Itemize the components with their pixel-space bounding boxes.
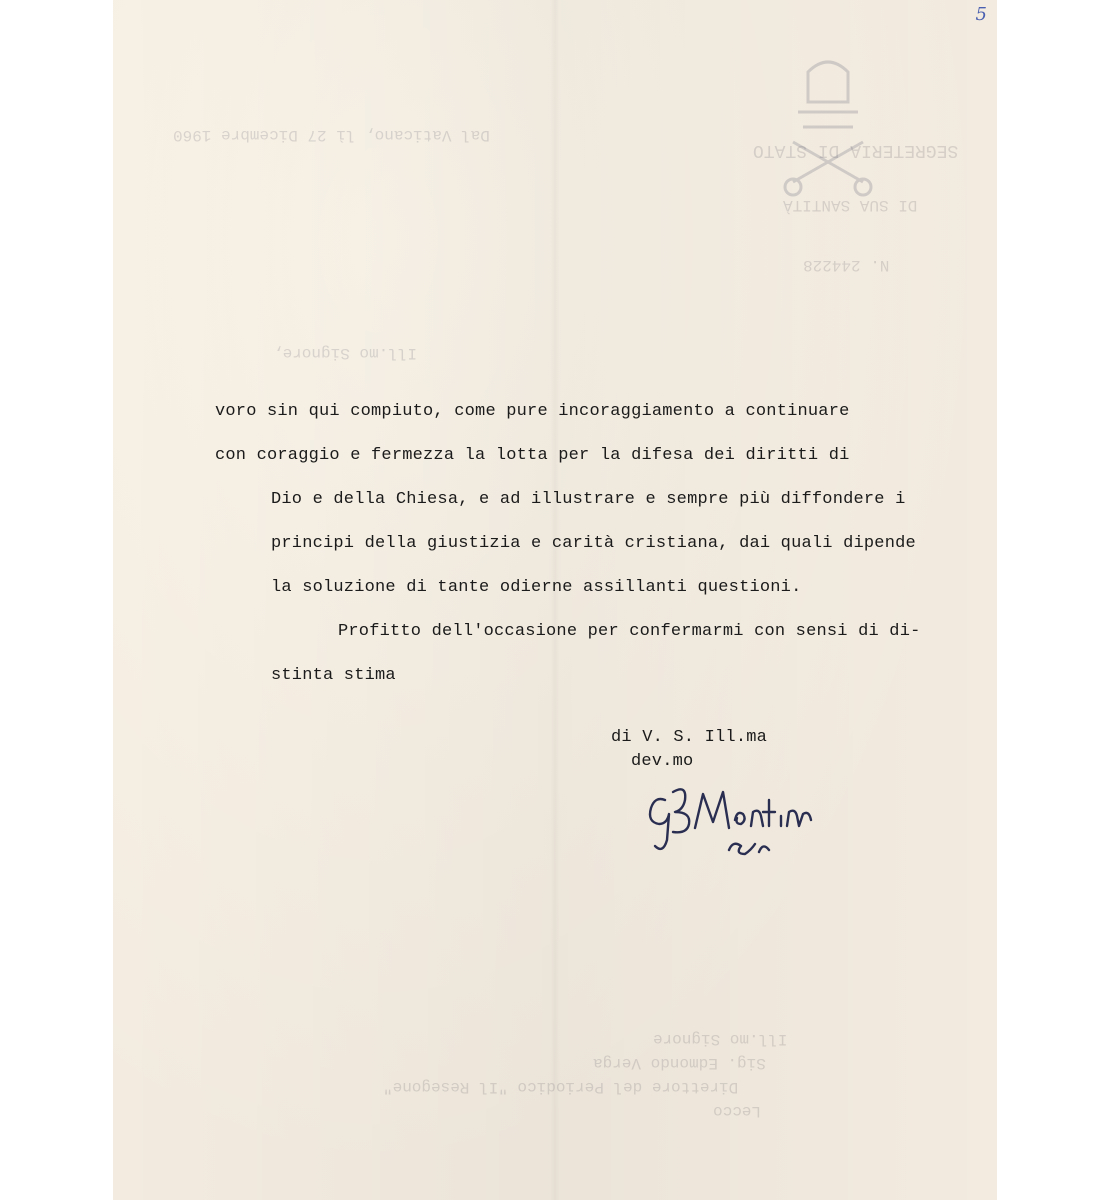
crest-icon [753,52,903,212]
ghost-addressee-4: Lecco [713,1102,762,1120]
ghost-addressee-1: Ill.mo Signore [653,1030,788,1048]
handwritten-signature [633,770,833,860]
closing-line-1: di V. S. Ill.ma [611,728,768,747]
body-line: voro sin qui compiuto, come pure incoraggiamento a continuare [215,402,850,421]
body-line: la soluzione di tante odierne assillanti questioni. [271,578,802,597]
body-line: principi della giustizia e carità cristiana, dai quali dipende [271,534,916,553]
body-line: stinta stima [271,666,396,685]
ghost-addressee-3: Direttore del Periodico "Il Resegone" [383,1078,739,1096]
ghost-letterhead-2: DI SUA SANTITÀ [783,196,918,214]
letter-sheet [113,0,997,1200]
closing-line-2: dev.mo [631,752,694,771]
ghost-date: Dal Vaticano, lì 27 Dicembre 1960 [173,126,490,144]
ghost-protocol: N. 244228 [803,256,890,274]
body-line: con coraggio e fermezza la lotta per la difesa dei diritti di [215,446,850,465]
ghost-addressee-2: Sig. Edmondo Verga [593,1054,766,1072]
page-number: 5 [975,4,987,25]
body-line: Dio e della Chiesa, e ad illustrare e sempre più diffondere i [271,490,906,509]
ghost-letterhead: SEGRETERIA DI STATO [753,140,959,160]
ghost-salutation: Ill.mo Signore, [273,344,418,362]
body-line: Profitto dell'occasione per confermarmi con sensi di di- [338,622,921,641]
